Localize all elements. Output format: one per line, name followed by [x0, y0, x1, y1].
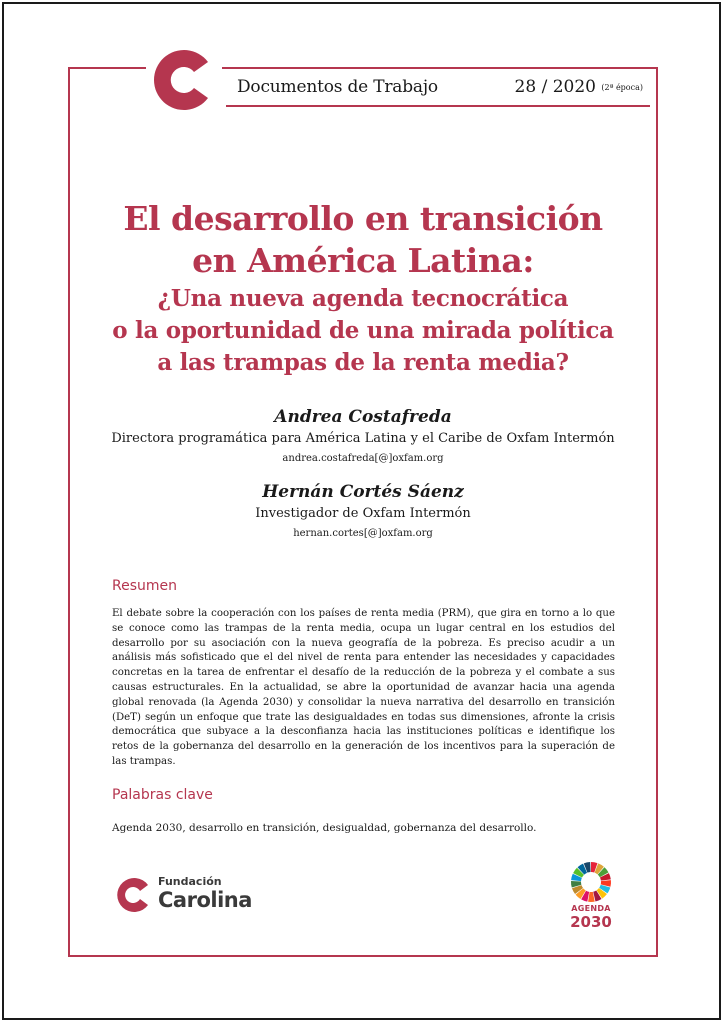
logo-big-text: Carolina	[158, 888, 252, 912]
author-2	[80, 480, 646, 544]
subtitle-line-2: o la oportunidad de una mirada política	[112, 317, 614, 344]
subtitle-line-1: ¿Una nueva agenda tecnocrática	[157, 285, 569, 312]
agenda-year: 2030	[570, 913, 612, 931]
title-line-1: El desarrollo en transición	[123, 199, 603, 238]
carolina-c-logo-icon	[112, 873, 156, 917]
author-role: Investigador de Oxfam Intermón	[255, 506, 471, 521]
series-title: Documentos de Trabajo	[237, 77, 438, 97]
title-line-2: en América Latina:	[192, 241, 534, 280]
author-name: Hernán Cortés Sáenz	[262, 482, 464, 502]
sdg-wheel-icon	[570, 861, 612, 903]
fundacion-carolina-logo	[158, 876, 252, 912]
keywords-heading: Palabras clave	[112, 787, 213, 803]
issue-epoch: (2ª época)	[601, 83, 643, 92]
logo-small-text: Fundación	[158, 875, 222, 888]
issue-number-text: 28 / 2020	[514, 77, 596, 97]
keywords-text: Agenda 2030, desarrollo en transición, desigualdad, gobernanza del desarrollo.	[112, 822, 537, 834]
author-email: hernan.cortes[@]oxfam.org	[293, 528, 433, 539]
header-rule	[226, 105, 650, 107]
document-title	[80, 198, 646, 378]
abstract-text: El debate sobre la cooperación con los países de renta media (PRM), que gira en torno a lo que se conoce como las trampas de la renta media, ocupa un lugar central en los estudios del desarrollo por su asociación con la nueva geografía de la pobreza. Es preciso acudir a un análisis más sofisticado que el del nivel de renta para entender las necesidades y capacidades concretas en la tarea de enfrentar el desafío de la reducción de la pobreza y el combate a sus causas estructurales. En la actualidad, se abre la oportunidad de avanzar hacia una agenda global renovada (la Agenda 2030) y consolidar la nueva narrativa del desarrollo en transición (DeT) según un enfoque que trate las desigualdades en todas sus dimensiones, afronte la crisis democrática que subyace a la desconfianza hacia las instituciones políticas e identifique los retos de la gobernanza del desarrollo en la generación de los incentivos para la superación de las trampas.	[112, 608, 615, 767]
carolina-c-logo-icon	[146, 40, 222, 120]
abstract-heading: Resumen	[112, 578, 178, 594]
issue-number	[515, 77, 643, 97]
agenda-2030-logo	[558, 904, 624, 930]
author-name: Andrea Costafreda	[274, 407, 452, 427]
author-role: Directora programática para América Latina y el Caribe de Oxfam Intermón	[111, 431, 615, 446]
author-1	[80, 405, 646, 469]
subtitle-line-3: a las trampas de la renta media?	[157, 349, 569, 376]
author-email: andrea.costafreda[@]oxfam.org	[282, 453, 444, 464]
agenda-word: AGENDA	[571, 904, 611, 913]
